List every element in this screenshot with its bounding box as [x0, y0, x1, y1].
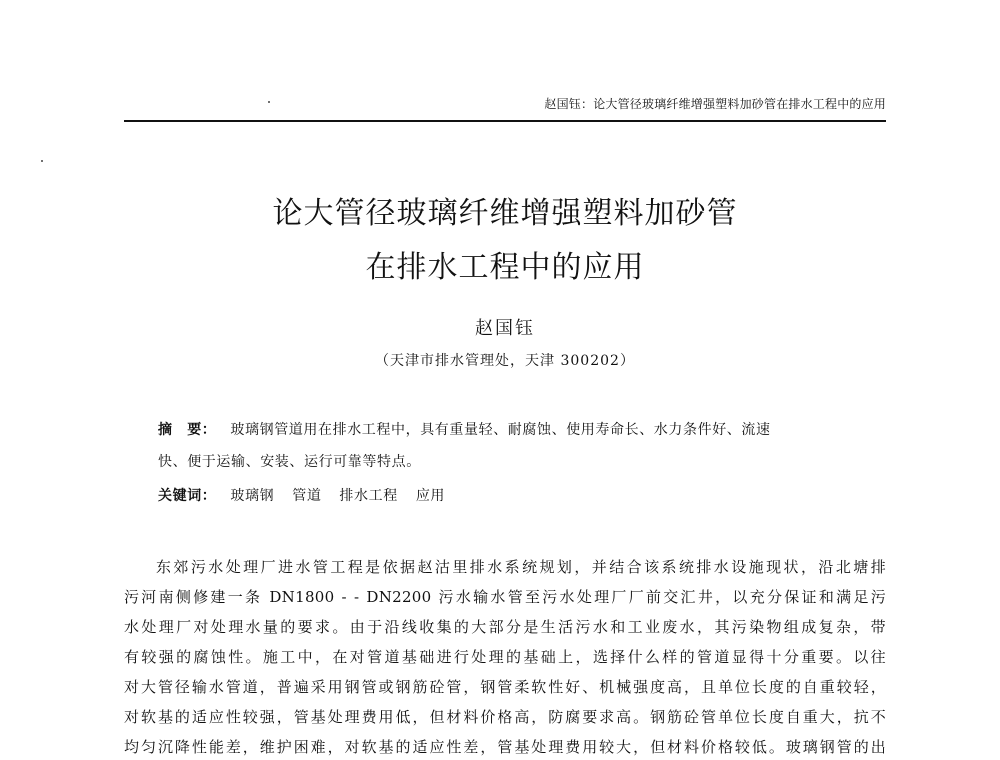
abstract-text-1: 玻璃钢管道用在排水工程中，具有重量轻、耐腐蚀、使用寿命长、水力条件好、流速 [230, 422, 771, 438]
keyword: 应用 [415, 488, 446, 504]
author-name: 赵国钰 [475, 318, 535, 339]
scan-speck [41, 160, 43, 162]
body-line: 有较强的腐蚀性。施工中，在对管道基础进行处理的基础上，选择什么样的管道显得十分重要。以往 [124, 648, 886, 666]
keyword: 玻璃钢 [230, 488, 275, 504]
body-line: 东郊污水处理厂进水管工程是依据赵沽里排水系统规划，并结合该系统排水设施现状，沿北塘排 [156, 558, 886, 576]
body-line: 对大管径输水管道，普遍采用钢管或钢筋砼管，钢管柔软性好、机械强度高，且单位长度的自重较轻， [124, 678, 886, 696]
scan-speck [268, 101, 270, 103]
abstract-text-2: 快、便于运输、安装、运行可靠等特点。 [158, 454, 421, 470]
keywords-label: 关键词： [158, 488, 217, 504]
keywords-line [158, 486, 463, 506]
keyword: 排水工程 [339, 488, 398, 504]
body-line: 污河南侧修建一条 DN1800 - - DN2200 污水输水管至污水处理厂厂前交汇井，以充分保证和满足污 [124, 588, 886, 606]
body-line: 对软基的适应性较强，管基处理费用低，但材料价格高，防腐要求高。钢筋砼管单位长度自重大，抗不 [124, 708, 886, 726]
paper-title-line-1: 论大管径玻璃纤维增强塑料加砂管 [272, 196, 738, 231]
body-paragraph [124, 552, 886, 760]
running-header: 赵国钰：论大管径玻璃纤维增强塑料加砂管在排水工程中的应用 [544, 97, 886, 111]
abstract-line-2 [158, 452, 421, 472]
header-rule [124, 120, 886, 122]
paper-title-line-2: 在排水工程中的应用 [365, 250, 645, 285]
keyword: 管道 [292, 488, 322, 504]
abstract-label: 摘 要： [158, 422, 217, 438]
abstract-line-1 [158, 420, 771, 440]
body-line: 均匀沉降性能差，维护困难，对软基的适应性差，管基处理费用较大，但材料价格较低。玻璃钢管的出 [124, 738, 886, 756]
body-line: 水处理厂对处理水量的要求。由于沿线收集的大部分是生活污水和工业废水，其污染物组成复杂，带 [124, 618, 886, 636]
author-affiliation: （天津市排水管理处，天津 300202） [375, 353, 635, 369]
